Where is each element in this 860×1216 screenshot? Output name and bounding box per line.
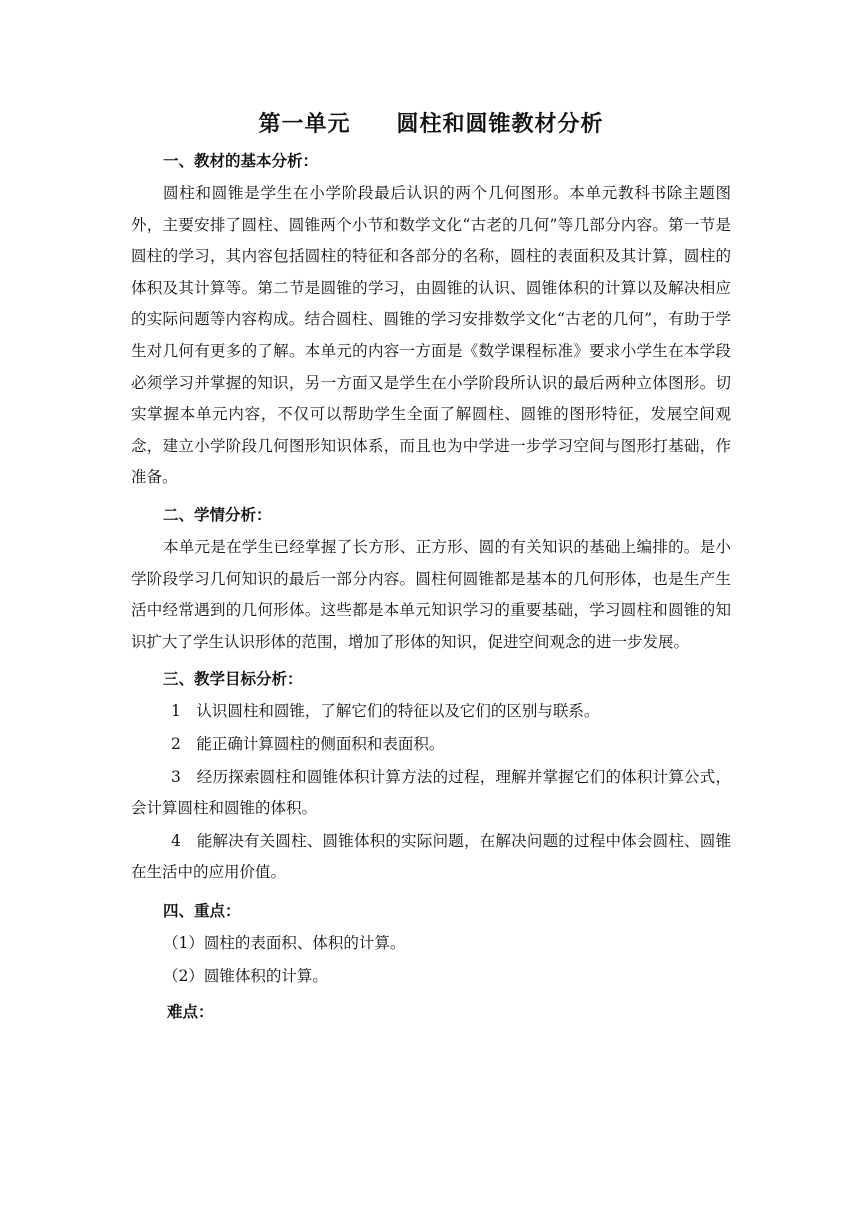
difficulty-heading: 难点： [167,1003,214,1022]
section-heading: 三、教学目标分析： [163,670,303,689]
section-heading: 二、学情分析： [163,505,272,524]
goal-item: 2 能正确计算圆柱的侧面积和表面积。 [171,734,445,753]
document-page [131,108,731,1029]
section-teaching-goals [131,662,731,889]
goal-item: 4 能解决有关圆柱、圆锥体积的实际问题，在解决问题的过程中体会圆柱、圆锥在生活中的应用价值。 [131,831,731,882]
document-title: 第一单元 圆柱和圆锥教材分析 [258,112,604,137]
key-point-item: （2）圆锥体积的计算。 [163,967,328,986]
section-key-points [131,894,731,993]
section-paragraph: 本单元是在学生已经掌握了长方形、正方形、圆的有关知识的基础上编排的。是小学阶段学习几何知识的最后一部分内容。圆柱何圆锥都是基本的几何形体，也是生产生活中经常遇到的几何形体。这些都是本单元知识学习的重要基础，学习圆柱和圆锥的知识扩大了学生认识形体的范围，增加了形体的知识，促进空间观念的进一步发展。 [131,537,731,651]
section-heading: 四、重点： [163,901,241,920]
key-point-item: （1）圆柱的表面积、体积的计算。 [163,933,406,952]
goal-item: 1 认识圆柱和圆锥，了解它们的特征以及它们的区别与联系。 [171,702,600,721]
section-basic-analysis [131,144,731,494]
section-heading: 一、教材的基本分析： [163,152,319,170]
section-paragraph: 圆柱和圆锥是学生在小学阶段最后认识的两个几何图形。本单元教科书除主题图外，主要安排了圆柱、圆锥两个小节和数学文化“古老的几何”等几部分内容。第一节是圆柱的学习，其内容包括圆柱的特征和各部分的名称，圆柱的表面积及其计算，圆柱的体积及其计算等。第二节是圆锥的学习，由圆锥的认识、圆锥体积的计算以及解决相应的实际问题等内容构成。结合圆柱、圆锥的学习安排数学文化“古老的几何”，有助于学生对几何有更多的了解。本单元的内容一方面是《数学课程标准》要求小学生在本学段必须学习并掌握的知识，另一方面又是学生在小学阶段所认识的最后两种立体图形。切实掌握本单元内容，不仅可以帮助学生全面了解圆柱、圆锥的图形特征，发展空间观念，建立小学阶段几何图形知识体系，而且也为中学进一步学习空间与图形打基础，作准备。 [131,184,731,487]
section-learner-analysis [131,498,731,658]
goal-item: 3 经历探索圆柱和圆锥体积计算方法的过程，理解并掌握它们的体积计算公式，会计算圆柱和圆锥的体积。 [131,767,731,818]
